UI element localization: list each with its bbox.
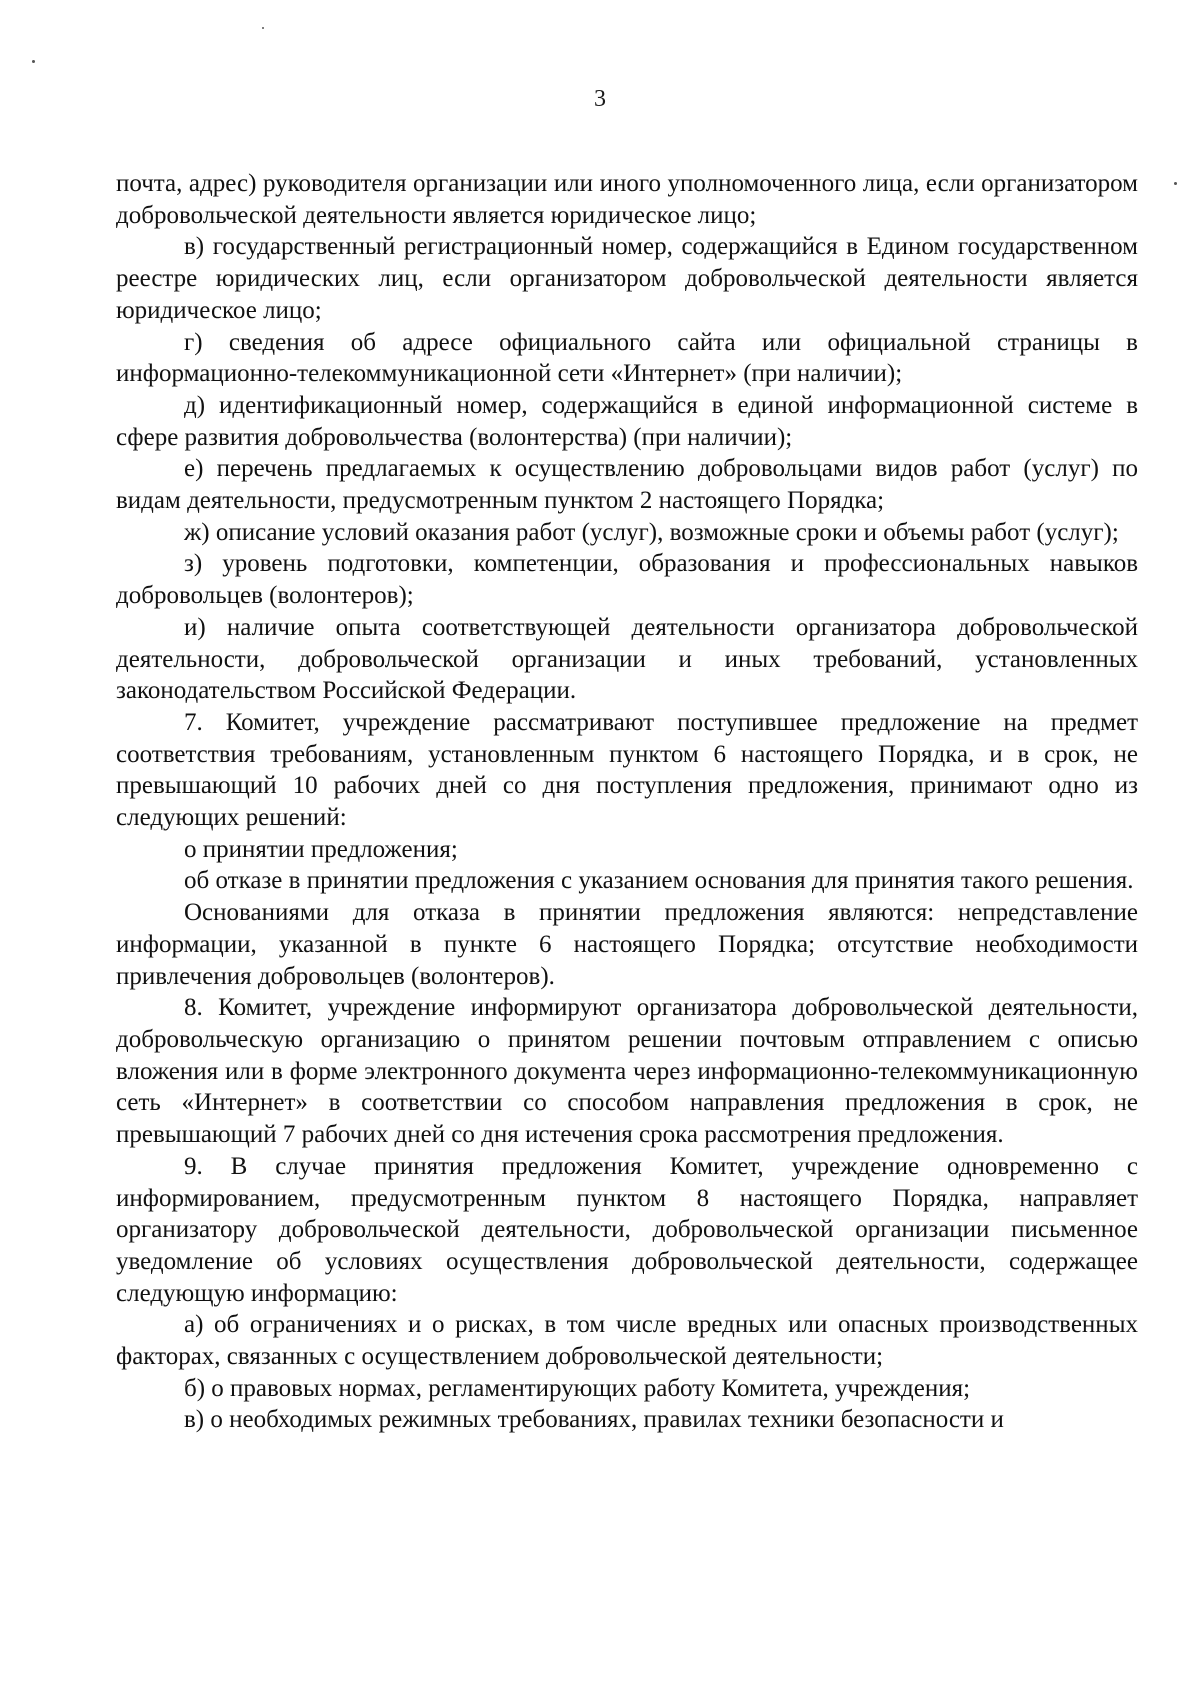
paragraph: ж) описание условий оказания работ (услуг), возможные сроки и объемы работ (услуг); <box>184 518 1119 546</box>
paragraph: о принятии предложения; <box>184 835 458 863</box>
paragraph: 9. В случае принятия предложения Комитет, учреждение одновременно с информированием, предусмотренным пунктом 8 настоящего Порядка, направляет организатору добровольческой деятельности, добровольческой организации письменное уведомление об условиях осуществления добровольческой деятельности, содержащее следующую информацию: <box>116 1152 1138 1307</box>
paragraph: и) наличие опыта соответствующей деятельности организатора добровольческой деятельности, добровольческой организации и иных требований, установленных законодательством Российской Федерации. <box>116 613 1138 705</box>
paragraph: в) о необходимых режимных требованиях, правилах техники безопасности и <box>184 1406 1004 1434</box>
paragraph: 8. Комитет, учреждение информируют организатора добровольческой деятельности, добровольческую организацию о принятом решении почтовым отправлением с описью вложения или в форме электронного документа через информационно-телекоммуникационную сеть «Интернет» в соответствии со способом направления предложения в срок, не превышающий 7 рабочих дней со дня истечения срока рассмотрения предложения. <box>116 994 1138 1149</box>
page-number: 3 <box>594 86 606 112</box>
paragraph: 7. Комитет, учреждение рассматривают поступившее предложение на предмет соответствия требованиям, установленным пунктом 6 настоящего Порядка, и в срок, не превышающий 10 рабочих дней со дня поступления предложения, принимают одно из следующих решений: <box>116 708 1138 832</box>
document-body <box>116 168 1138 1436</box>
paragraph: б) о правовых нормах, регламентирующих работу Комитета, учреждения; <box>184 1374 971 1402</box>
paragraph: а) об ограничениях и о рисках, в том числе вредных или опасных производственных факторах, связанных с осуществлением добровольческой деятельности; <box>116 1311 1138 1371</box>
paragraph: е) перечень предлагаемых к осуществлению добровольцами видов работ (услуг) по видам деятельности, предусмотренным пунктом 2 настоящего Порядка; <box>116 455 1138 515</box>
paragraph: Основаниями для отказа в принятии предложения являются: непредставление информации, указанной в пункте 6 настоящего Порядка; отсутствие необходимости привлечения добровольцев (волонтеров). <box>116 899 1138 990</box>
scan-speck <box>262 27 264 29</box>
scan-speck <box>1174 182 1177 185</box>
paragraph: почта, адрес) руководителя организации или иного уполномоченного лица, если организатором добровольческой деятельности является юридическое лицо; <box>116 170 1138 229</box>
scan-speck <box>32 60 35 63</box>
paragraph: об отказе в принятии предложения с указанием основания для принятия такого решения. <box>184 867 1134 895</box>
paragraph: в) государственный регистрационный номер, содержащийся в Едином государственном реестре юридических лиц, если организатором добровольческой деятельности является юридическое лицо; <box>116 233 1138 324</box>
paragraph: з) уровень подготовки, компетенции, образования и профессиональных навыков добровольцев (волонтеров); <box>116 550 1138 610</box>
paragraph: г) сведения об адресе официального сайта или официальной страницы в информационно-телекоммуникационной сети «Интернет» (при наличии); <box>116 328 1138 388</box>
paragraph: д) идентификационный номер, содержащийся в единой информационной системе в сфере развития добровольчества (волонтерства) (при наличии); <box>116 391 1138 451</box>
